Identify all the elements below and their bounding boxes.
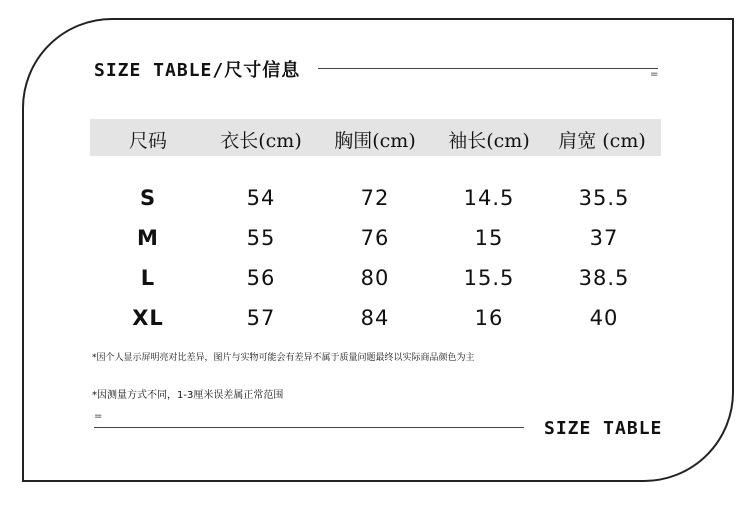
eq-mark-top: =: [650, 69, 659, 80]
note-measurement-tolerance: *因测量方式不同，1-3厘米误差属正常范围: [92, 390, 284, 401]
table-cell-size: S: [139, 186, 157, 210]
title-rule: [318, 68, 658, 69]
table-cell: 16: [474, 306, 504, 330]
table-cell: 40: [589, 306, 619, 330]
footer-rule: [94, 427, 524, 428]
table-cell-size: L: [140, 266, 156, 290]
table-cell-size: XL: [132, 306, 164, 330]
table-cell: 57: [246, 306, 276, 330]
page-title: SIZE TABLE/尺寸信息: [94, 60, 301, 81]
table-cell-size: M: [137, 226, 159, 250]
table-cell: 80: [360, 266, 390, 290]
footer-label: SIZE TABLE: [544, 418, 663, 439]
note-color-disclaimer: *因个人显示屏明亮对比差异，图片与实物可能会有差异不属于质量问题最终以实际商品颜色为主: [92, 353, 475, 363]
eq-mark-bottom: =: [94, 411, 103, 422]
header-sleeve: 袖长(cm): [448, 130, 530, 152]
table-cell: 84: [360, 306, 390, 330]
header-chest: 胸围(cm): [334, 130, 416, 152]
table-cell: 37: [589, 226, 619, 250]
table-cell: 15.5: [463, 266, 515, 290]
table-cell: 38.5: [578, 266, 630, 290]
table-frame: [22, 18, 734, 482]
table-cell: 72: [360, 186, 390, 210]
table-cell: 35.5: [578, 186, 630, 210]
header-length: 衣长(cm): [220, 130, 302, 152]
header-shoulder: 肩宽 (cm): [558, 130, 646, 152]
table-cell: 54: [246, 186, 276, 210]
table-cell: 14.5: [463, 186, 515, 210]
table-cell: 55: [246, 226, 276, 250]
table-cell: 56: [246, 266, 276, 290]
table-cell: 15: [474, 226, 504, 250]
table-cell: 76: [360, 226, 390, 250]
header-size: 尺码: [128, 130, 167, 152]
